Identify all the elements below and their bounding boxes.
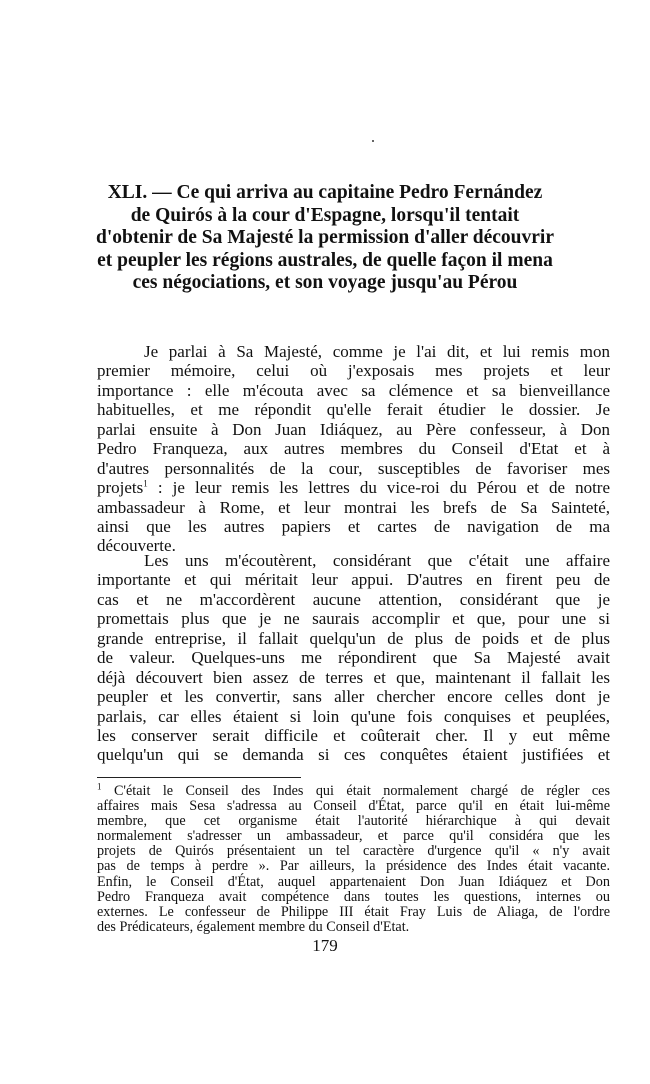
text-line: parlai ensuite à Don Juan Idiáquez, au Père confesseur, à Don	[97, 419, 610, 439]
text-line: les conserver serait difficile et coûterait cher. Il y eut même	[97, 725, 610, 745]
footnote-reference[interactable]: 1	[143, 478, 148, 489]
title-line: d'obtenir de Sa Majesté la permission d'aller découvrir	[95, 227, 555, 249]
footnote-separator	[97, 777, 301, 778]
title-line: XLI. — Ce qui arriva au capitaine Pedro Fernández	[107, 182, 543, 203]
text-line: importante et qui méritait leur appui. D'autres en firent peu de	[97, 570, 610, 590]
page-number: 179	[312, 936, 338, 955]
text-line	[97, 478, 610, 497]
footnote-line: affaires mais Sesa s'adressa au Conseil d'État, parce qu'il en était lui-même	[97, 798, 610, 815]
footnote-number: 1	[97, 781, 102, 792]
text-line: cas et ne m'accordèrent aucune attention, considérant que je	[97, 589, 610, 609]
footnote-line: Enfin, le Conseil d'État, auquel appartenaient Don Juan Idiáquez et Don	[97, 873, 610, 890]
paragraph-2	[97, 551, 610, 765]
footnote-line: membre, que cet organisme était l'autorité hiérarchique à qui devait	[97, 813, 610, 830]
chapter-title	[80, 182, 570, 295]
text-line: ambassadeur à Rome, et leur montrai les brefs de Sa Sainteté,	[97, 497, 610, 517]
scan-speck	[372, 140, 374, 142]
text-line: peupler et les convertir, sans aller chercher encore celles dont je	[97, 687, 610, 707]
text-line: ainsi que les autres papiers et cartes de navigation de ma	[97, 516, 610, 536]
text-fragment: projets	[97, 478, 144, 498]
footnote	[97, 781, 610, 935]
text-line: Les uns m'écoutèrent, considérant que c'était une affaire	[144, 551, 610, 570]
title-line: ces négociations, et son voyage jusqu'au Pérou	[132, 272, 518, 294]
footnote-line: des Prédicateurs, également membre du Conseil d'Etat.	[97, 918, 410, 935]
footnote-line	[97, 781, 610, 799]
title-line: et peupler les régions australes, de quelle façon il mena	[97, 249, 553, 271]
text-line: habituelles, et me répondit qu'elle ferait étudier le dossier. Je	[97, 400, 610, 420]
footnote-line: externes. Le confesseur de Philippe III était Fray Luis de Aliaga, de l'ordre	[97, 903, 610, 920]
text-line: premier mémoire, celui où j'exposais mes projets et leur	[97, 361, 610, 381]
text-fragment: : je leur remis les lettres du vice-roi du Pérou et de notre	[157, 478, 610, 498]
footnote-line: Pedro Franqueza avait compétence dans toutes les questions, internes ou	[97, 888, 610, 905]
text-line: découverte.	[97, 536, 176, 556]
footnote-line: normalement s'adresser un ambassadeur, et parce qu'il considéra que les	[97, 828, 610, 845]
text-fragment: C'était le Conseil des Indes qui était normalement chargé de régler ces	[113, 783, 610, 799]
text-line: d'autres personnalités de la cour, susceptibles de favoriser mes	[97, 458, 610, 478]
text-line: Je parlai à Sa Majesté, comme je l'ai dit, et lui remis mon	[144, 342, 610, 361]
paragraph-1	[97, 342, 610, 556]
text-line: de valeur. Quelques-uns me répondirent que Sa Majesté avait	[97, 648, 610, 668]
text-line: parlais, car elles étaient si loin qu'une fois conquises et peuplées,	[97, 706, 610, 726]
text-line: importance : elle m'écouta avec sa clémence et sa bienveillance	[97, 380, 610, 400]
footnote-line: projets de Quirós présentaient un tel caractère d'urgence qu'il « n'y avait	[97, 843, 610, 860]
text-line: Pedro Franqueza, aux autres membres du Conseil d'Etat et à	[97, 439, 610, 459]
text-line: grande entreprise, il fallait quelqu'un de plus de poids et de plus	[97, 628, 610, 648]
footnote-line: pas de temps à perdre ». Par ailleurs, la présidence des Indes était vacante.	[97, 858, 610, 875]
text-line: quelqu'un qui se demanda si ces conquêtes étaient justifiées et	[97, 745, 610, 765]
title-line: de Quirós à la cour d'Espagne, lorsqu'il tentait	[130, 204, 520, 226]
text-line: promettais plus que je ne saurais accomplir et que, pour une si	[97, 609, 610, 629]
text-line: déjà découvert bien assez de terres et que, maintenant il fallait les	[97, 667, 610, 687]
